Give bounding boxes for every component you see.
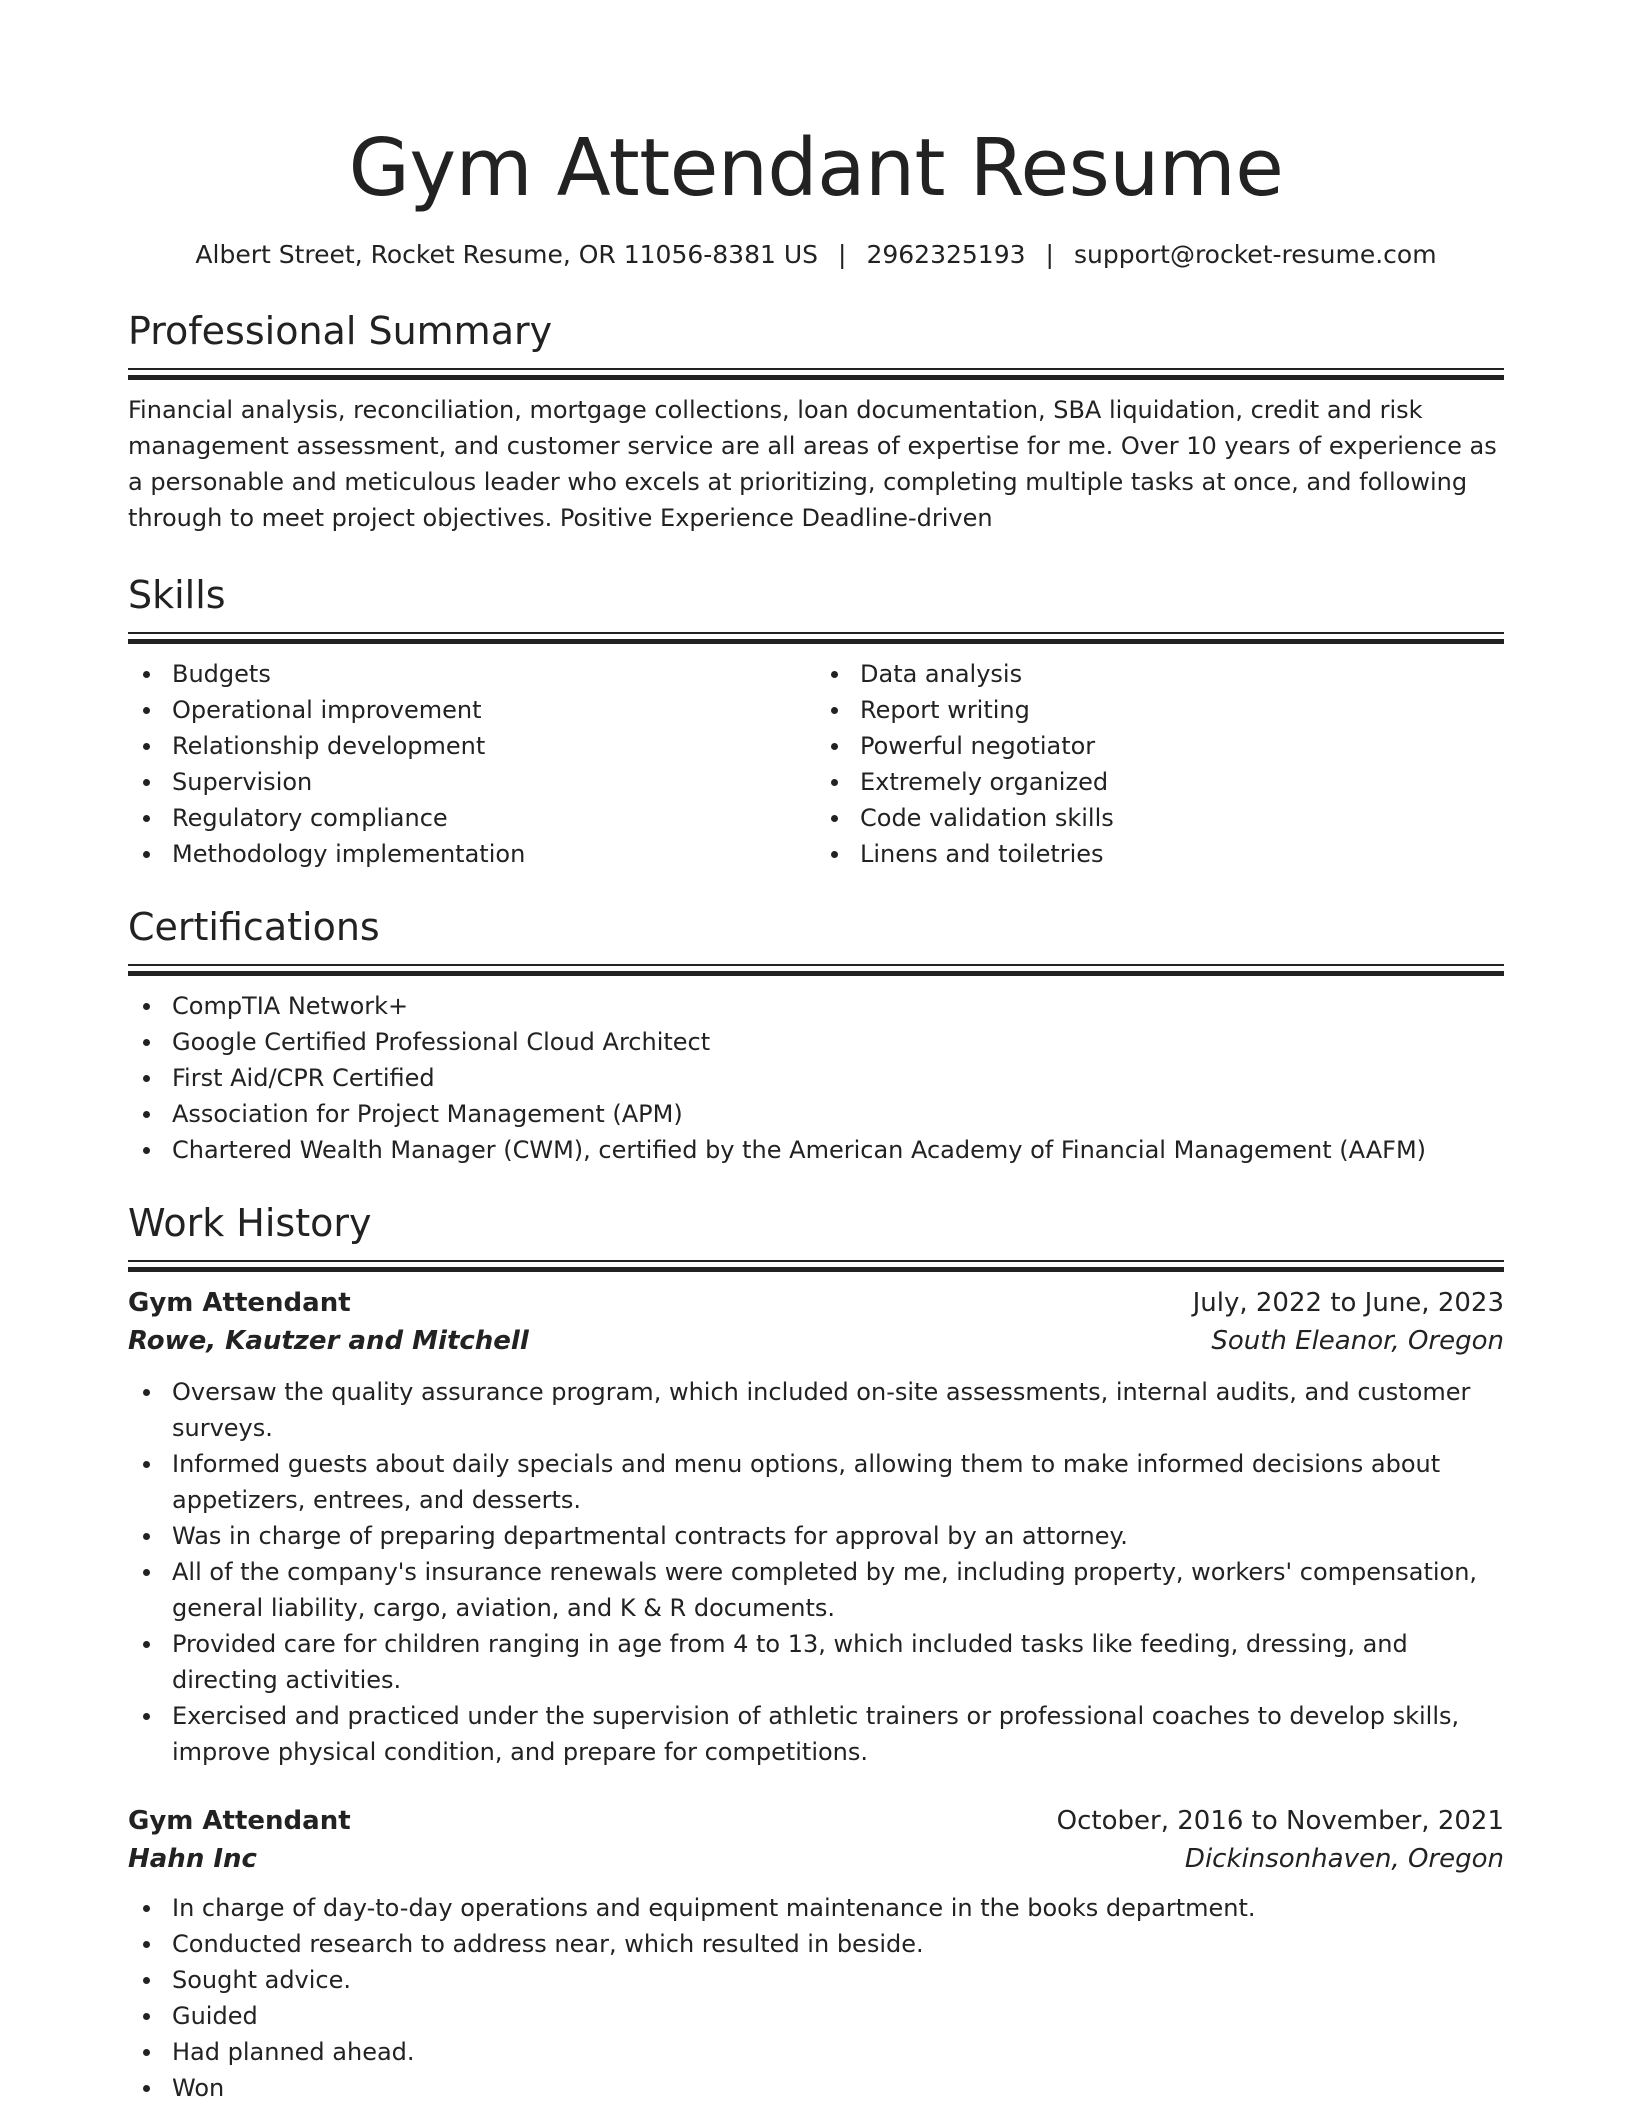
job-duty-item: All of the company's insurance renewals were completed by me, including property, workers' compensation, general liability, cargo, aviation, and K & R documents.: [172, 1554, 1504, 1626]
certification-item: CompTIA Network+: [172, 988, 1504, 1024]
job-title: Gym Attendant: [128, 1806, 351, 1836]
summary-text: Financial analysis, reconciliation, mortgage collections, loan documentation, SBA liquidation, credit and risk management assessment, and customer service are all areas of expertise for me. Over 10 years of experience as a personable and meticulous leader who excels at prioritizing, completing multiple tasks at once, and following through to meet project objectives. Positive Experience Deadline-driven: [128, 396, 1497, 532]
job-duties-list: [128, 1890, 1504, 2106]
skill-item: Budgets: [172, 656, 816, 692]
job-company: Hahn Inc: [128, 1844, 257, 1874]
job-duty-item: Oversaw the quality assurance program, which included on-site assessments, internal audits, and customer surveys.: [172, 1374, 1504, 1446]
skill-item: Relationship development: [172, 728, 816, 764]
certifications-section: [128, 902, 1504, 1168]
resume-content: [128, 0, 1504, 2106]
job-dates: July, 2022 to June, 2023: [1192, 1288, 1504, 1318]
job-location: Dickinsonhaven, Oregon: [1184, 1844, 1504, 1874]
job-duty-item: Sought advice.: [172, 1962, 1504, 1998]
skill-item: Operational improvement: [172, 692, 816, 728]
section-divider: [128, 1260, 1504, 1272]
job-duty-item: In charge of day-to-day operations and equipment maintenance in the books department.: [172, 1890, 1504, 1926]
skill-item: Code validation skills: [860, 800, 1504, 836]
job-company: Rowe, Kautzer and Mitchell: [128, 1326, 529, 1356]
skills-column-left: [128, 656, 816, 872]
job-subheader: [128, 1322, 1504, 1360]
contact-separator: |: [1045, 240, 1054, 269]
skills-columns: [128, 656, 1504, 872]
skill-item: Linens and toiletries: [860, 836, 1504, 872]
job-dates: October, 2016 to November, 2021: [1056, 1806, 1504, 1836]
section-divider: [128, 964, 1504, 976]
job-duty-item: Conducted research to address near, which resulted in beside.: [172, 1926, 1504, 1962]
skill-item: Powerful negotiator: [860, 728, 1504, 764]
skill-item: Data analysis: [860, 656, 1504, 692]
skills-list-left: [128, 656, 816, 872]
job-duty-item: Won: [172, 2070, 1504, 2106]
job-duty-item: Guided: [172, 1998, 1504, 2034]
job-duty-item: Had planned ahead.: [172, 2034, 1504, 2070]
skill-item: Report writing: [860, 692, 1504, 728]
job-duty-item: Exercised and practiced under the supervision of athletic trainers or professional coaches to develop skills, improve physical condition, and prepare for competitions.: [172, 1698, 1504, 1770]
skill-item: Extremely organized: [860, 764, 1504, 800]
summary-heading: Professional Summary: [128, 309, 553, 353]
work-history-heading: Work History: [128, 1201, 372, 1245]
job-duty-item: Was in charge of preparing departmental contracts for approval by an attorney.: [172, 1518, 1504, 1554]
skill-item: Regulatory compliance: [172, 800, 816, 836]
skills-column-right: [816, 656, 1504, 872]
job-duties-list: [128, 1374, 1504, 1770]
job-header: [128, 1802, 1504, 1840]
job-title: Gym Attendant: [128, 1288, 351, 1318]
certification-item: Association for Project Management (APM): [172, 1096, 1504, 1132]
job-header: [128, 1284, 1504, 1322]
contact-address: Albert Street, Rocket Resume, OR 11056-8381 US: [195, 240, 819, 269]
certifications-list: [128, 988, 1504, 1168]
skill-item: Methodology implementation: [172, 836, 816, 872]
section-divider: [128, 368, 1504, 380]
skill-item: Supervision: [172, 764, 816, 800]
certification-item: First Aid/CPR Certified: [172, 1060, 1504, 1096]
job-duty-item: Provided care for children ranging in age from 4 to 13, which included tasks like feeding, dressing, and directing activities.: [172, 1626, 1504, 1698]
section-divider: [128, 632, 1504, 644]
certification-item: Google Certified Professional Cloud Architect: [172, 1024, 1504, 1060]
job-entry: [128, 1802, 1504, 2106]
job-subheader: [128, 1840, 1504, 1878]
certification-item: Chartered Wealth Manager (CWM), certified by the American Academy of Financial Management (AAFM): [172, 1132, 1504, 1168]
job-entry: [128, 1284, 1504, 1770]
certifications-heading: Certifications: [128, 905, 380, 949]
summary-section: [128, 306, 1504, 536]
contact-line: [128, 238, 1504, 272]
skills-list-right: [816, 656, 1504, 872]
job-location: South Eleanor, Oregon: [1211, 1326, 1504, 1356]
work-history-section: [128, 1198, 1504, 2106]
job-duty-item: Informed guests about daily specials and menu options, allowing them to make informed decisions about appetizers, entrees, and desserts.: [172, 1446, 1504, 1518]
contact-separator: |: [838, 240, 847, 269]
resume-title: Gym Attendant Resume: [348, 122, 1284, 214]
contact-phone: 2962325193: [866, 240, 1026, 269]
skills-heading: Skills: [128, 573, 226, 617]
contact-email[interactable]: support@rocket-resume.com: [1073, 240, 1437, 269]
skills-section: [128, 570, 1504, 872]
